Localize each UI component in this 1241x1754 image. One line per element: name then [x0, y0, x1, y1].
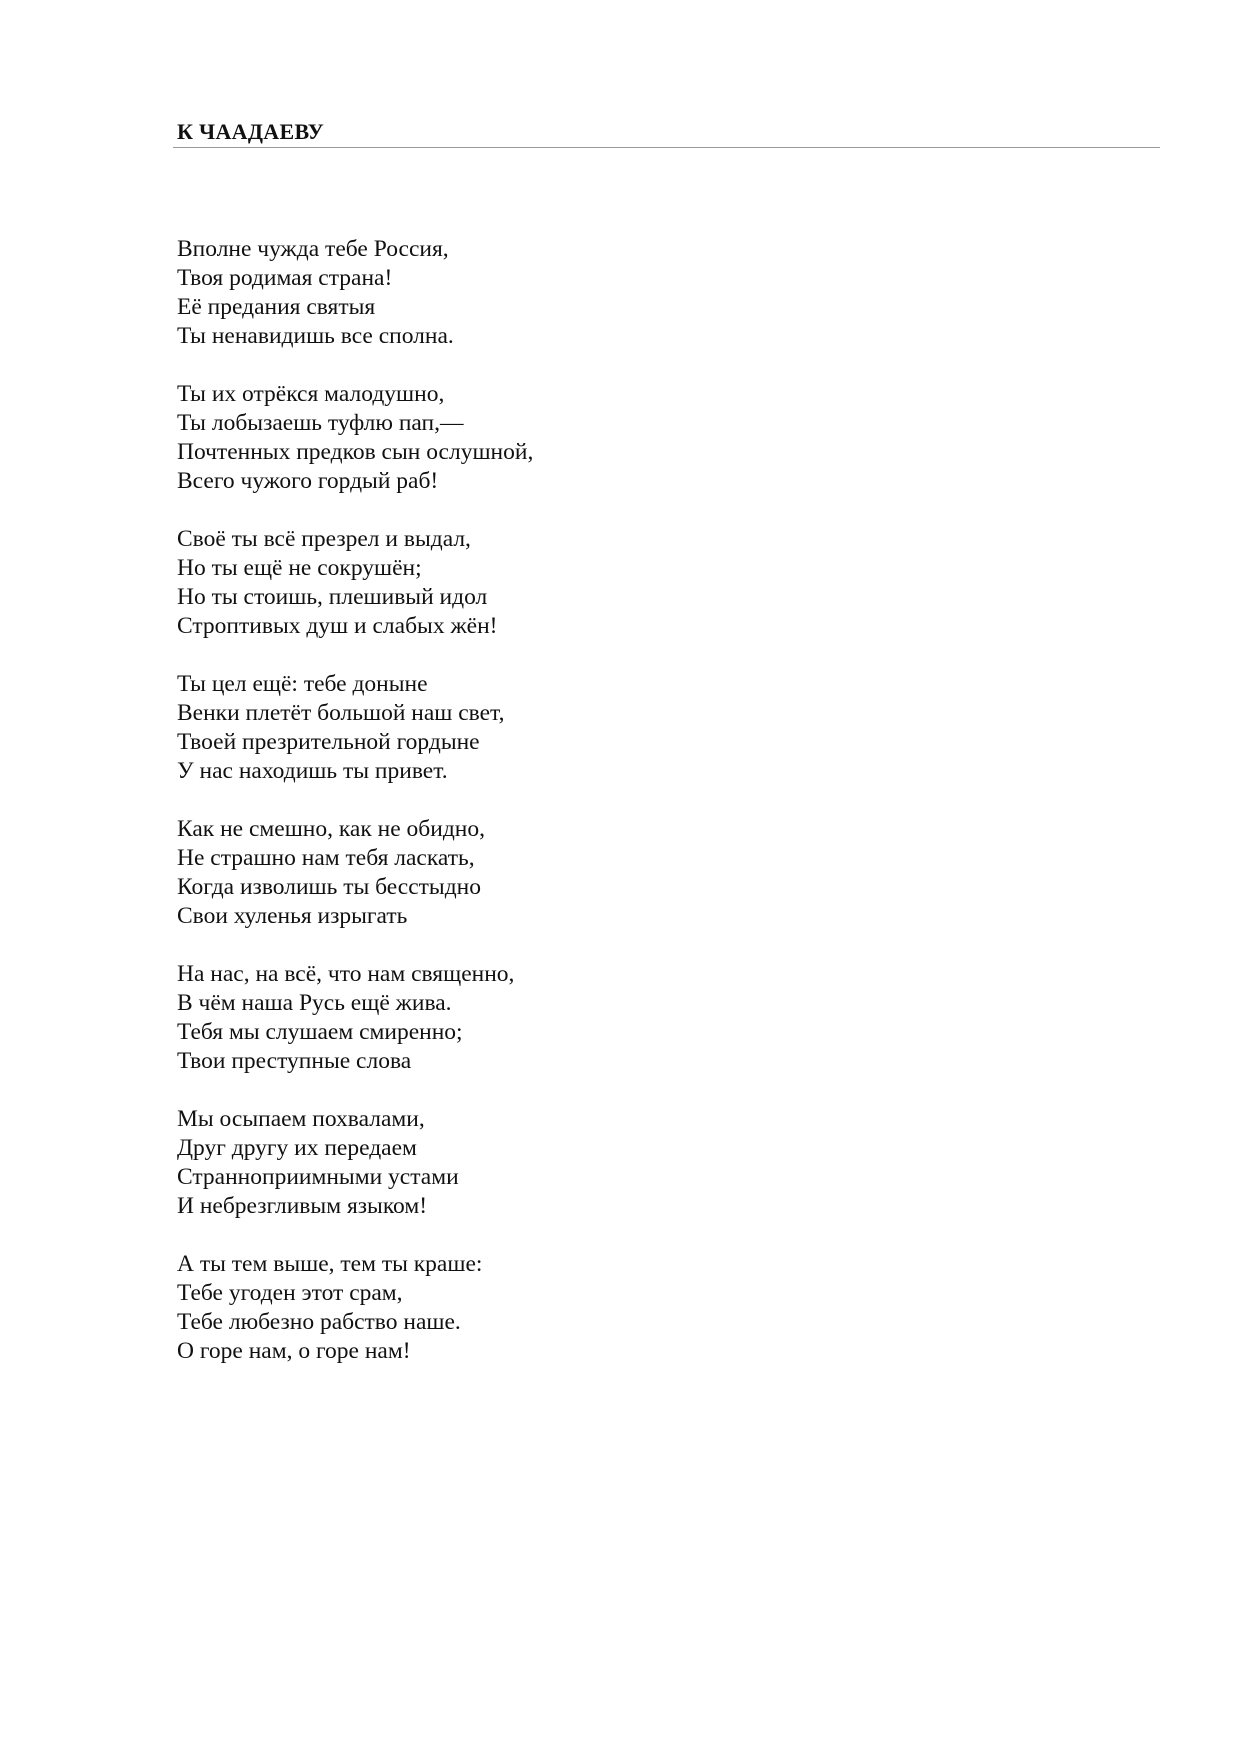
stanza [177, 815, 877, 931]
poem-line: И небрезгливым языком! [177, 1193, 428, 1219]
poem-line: Венки плетёт большой наш свет, [177, 700, 505, 726]
poem-line: Ты ненавидишь все сполна. [177, 323, 454, 349]
poem-line: Ты лобызаешь туфлю пап,— [177, 410, 464, 436]
poem-line: В чём наша Русь ещё жива. [177, 990, 452, 1016]
poem-line: О горе нам, о горе нам! [177, 1338, 411, 1364]
poem-line: А ты тем выше, тем ты краше: [177, 1251, 483, 1277]
poem-line: Ты цел ещё: тебе доныне [177, 671, 428, 697]
stanza [177, 525, 877, 641]
poem-line: Свои хуленья изрыгать [177, 903, 408, 929]
poem-body [177, 235, 877, 1395]
poem-line: Твоей презрительной гордыне [177, 729, 480, 755]
poem-line: Всего чужого гордый раб! [177, 468, 439, 494]
stanza [177, 670, 877, 786]
stanza [177, 1250, 877, 1366]
poem-line: Странноприимными устами [177, 1164, 459, 1190]
poem-line: Ты их отрёкся малодушно, [177, 381, 445, 407]
poem-line: Почтенных предков сын ослушной, [177, 439, 534, 465]
poem-line: Твоя родимая страна! [177, 265, 393, 291]
poem-line: Когда изволишь ты бесстыдно [177, 874, 482, 900]
poem-line: Своё ты всё презрел и выдал, [177, 526, 471, 552]
stanza [177, 380, 877, 496]
poem-line: Строптивых душ и слабых жён! [177, 613, 498, 639]
poem-line: Но ты ещё не сокрушён; [177, 555, 422, 581]
poem-line: У нас находишь ты привет. [177, 758, 448, 784]
poem-line: Друг другу их передаем [177, 1135, 417, 1161]
poem-line: Мы осыпаем похвалами, [177, 1106, 425, 1132]
stanza [177, 1105, 877, 1221]
stanza [177, 235, 877, 351]
poem-line: Тебя мы слушаем смиренно; [177, 1019, 463, 1045]
poem-line: Как не смешно, как не обидно, [177, 816, 485, 842]
poem-line: Но ты стоишь, плешивый идол [177, 584, 488, 610]
poem-line: На нас, на всё, что нам священно, [177, 961, 515, 987]
title-underline-rule [173, 147, 1160, 148]
poem-line: Тебе угоден этот срам, [177, 1280, 403, 1306]
poem-line: Не страшно нам тебя ласкать, [177, 845, 475, 871]
poem-title: К ЧААДАЕВУ [177, 119, 325, 144]
poem-line: Тебе любезно рабство наше. [177, 1309, 461, 1335]
stanza [177, 960, 877, 1076]
poem-line: Вполне чужда тебе Россия, [177, 236, 449, 262]
poem-line: Её предания святыя [177, 294, 376, 320]
poem-line: Твои преступные слова [177, 1048, 412, 1074]
